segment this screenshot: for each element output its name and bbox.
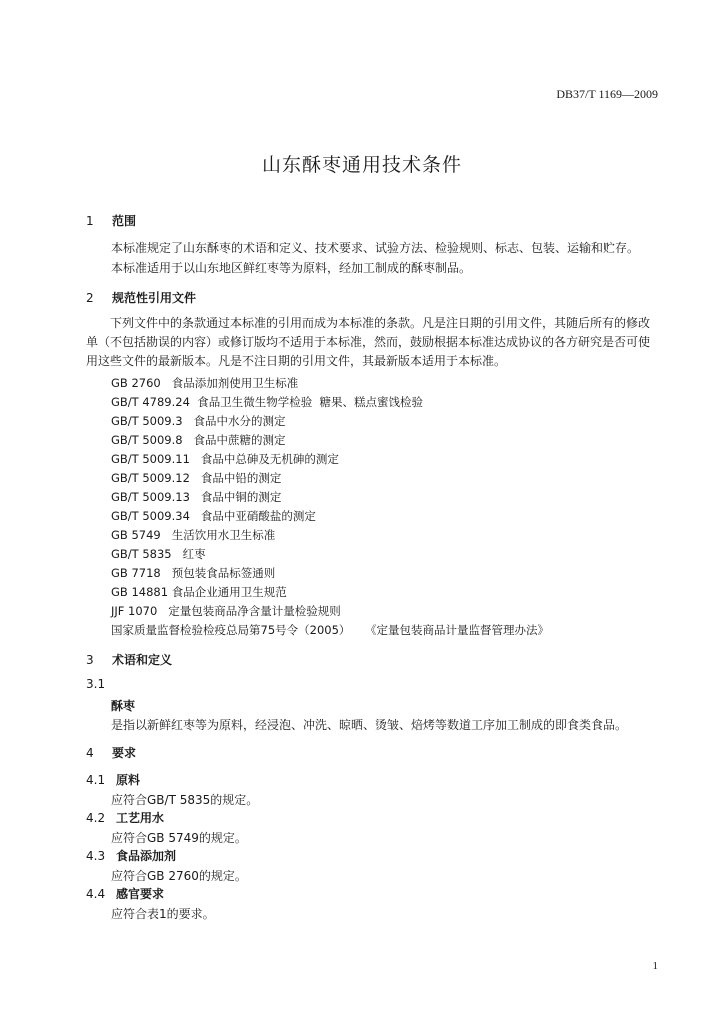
subsection-4-1-heading [86, 771, 140, 788]
reference-item: GB/T 5009.8 食品中蔗糖的测定 [111, 433, 286, 447]
section-title: 规范性引用文件 [112, 291, 197, 305]
term-name: 酥枣 [111, 699, 136, 713]
section-number: 1 [86, 214, 94, 228]
term-definition: 是指以新鲜红枣等为原料，经浸泡、冲洗、晾晒、烫皱、焙烤等数道工序加工制成的即食类食品。 [111, 718, 628, 732]
reference-item: GB/T 5009.13 食品中铜的测定 [111, 490, 282, 504]
subsection-number: 4.1 [86, 773, 106, 787]
reference-item: 国家质量监督检验检疫总局第75号令（2005） 《定量包装商品计量监督管理办法》 [111, 623, 550, 637]
reference-item: GB/T 5835 红枣 [111, 547, 206, 561]
section-2-heading [86, 289, 196, 306]
section-4-heading [86, 744, 136, 761]
requirement-text: 应符合GB 5749的规定。 [111, 831, 247, 845]
section-1-heading [86, 212, 136, 229]
document-title: 山东酥枣通用技术条件 [261, 154, 462, 176]
requirement-text: 应符合GB 2760的规定。 [111, 869, 247, 883]
section-title: 要求 [112, 746, 137, 760]
reference-item: GB 2760 食品添加剂使用卫生标准 [111, 376, 299, 390]
reference-item: GB 7718 预包装食品标签通则 [111, 566, 276, 580]
subsection-title: 工艺用水 [116, 811, 165, 825]
scope-line-2: 本标准适用于以山东地区鲜红枣等为原料，经加工制成的酥枣制品。 [111, 261, 472, 275]
reference-item: GB/T 5009.12 食品中铅的测定 [111, 471, 282, 485]
subsection-number: 4.4 [86, 887, 106, 901]
section-3-heading [86, 651, 172, 668]
subsection-title: 原料 [116, 773, 141, 787]
section-title: 范围 [112, 214, 137, 228]
section-number: 2 [86, 291, 94, 305]
subsection-number: 3.1 [86, 677, 106, 691]
subsection-title: 感官要求 [116, 887, 165, 901]
page-number: 1 [652, 960, 658, 972]
section-number: 3 [86, 653, 94, 667]
requirement-text: 应符合GB/T 5835的规定。 [111, 793, 259, 807]
subsection-4-3-heading [86, 847, 176, 864]
section-title: 术语和定义 [112, 653, 173, 667]
reference-item: GB/T 5009.34 食品中亚硝酸盐的测定 [111, 509, 316, 523]
subsection-number: 4.3 [86, 849, 106, 863]
references-intro: 下列文件中的条款通过本标准的引用而成为本标准的条款。凡是注日期的引用文件，其随后所有的修改单（不包括勘误的内容）或修订版均不适用于本标准，然而，鼓励根据本标准达成协议的各方研究是否可使用这些文件的最新版本。凡是不注日期的引用文件，其最新版本适用于本标准。 [86, 316, 651, 368]
scope-line-1: 本标准规定了山东酥枣的术语和定义、技术要求、试验方法、检验规则、标志、包装、运输和贮存。 [111, 241, 640, 255]
reference-item: GB/T 5009.11 食品中总砷及无机砷的测定 [111, 452, 339, 466]
standard-code: DB37/T 1169—2009 [556, 87, 658, 101]
subsection-4-4-heading [86, 885, 164, 902]
subsection-title: 食品添加剂 [116, 849, 177, 863]
reference-item: GB 5749 生活饮用水卫生标准 [111, 528, 276, 542]
reference-item: GB/T 4789.24 食品卫生微生物学检验 糖果、糕点蜜饯检验 [111, 395, 424, 409]
reference-item: GB/T 5009.3 食品中水分的测定 [111, 414, 286, 428]
section-number: 4 [86, 746, 94, 760]
requirement-text: 应符合表1的要求。 [111, 907, 215, 921]
reference-item: JJF 1070 定量包装商品净含量计量检验规则 [111, 604, 341, 618]
subsection-number: 4.2 [86, 811, 106, 825]
reference-item: GB 14881 食品企业通用卫生规范 [111, 585, 287, 599]
subsection-4-2-heading [86, 809, 164, 826]
